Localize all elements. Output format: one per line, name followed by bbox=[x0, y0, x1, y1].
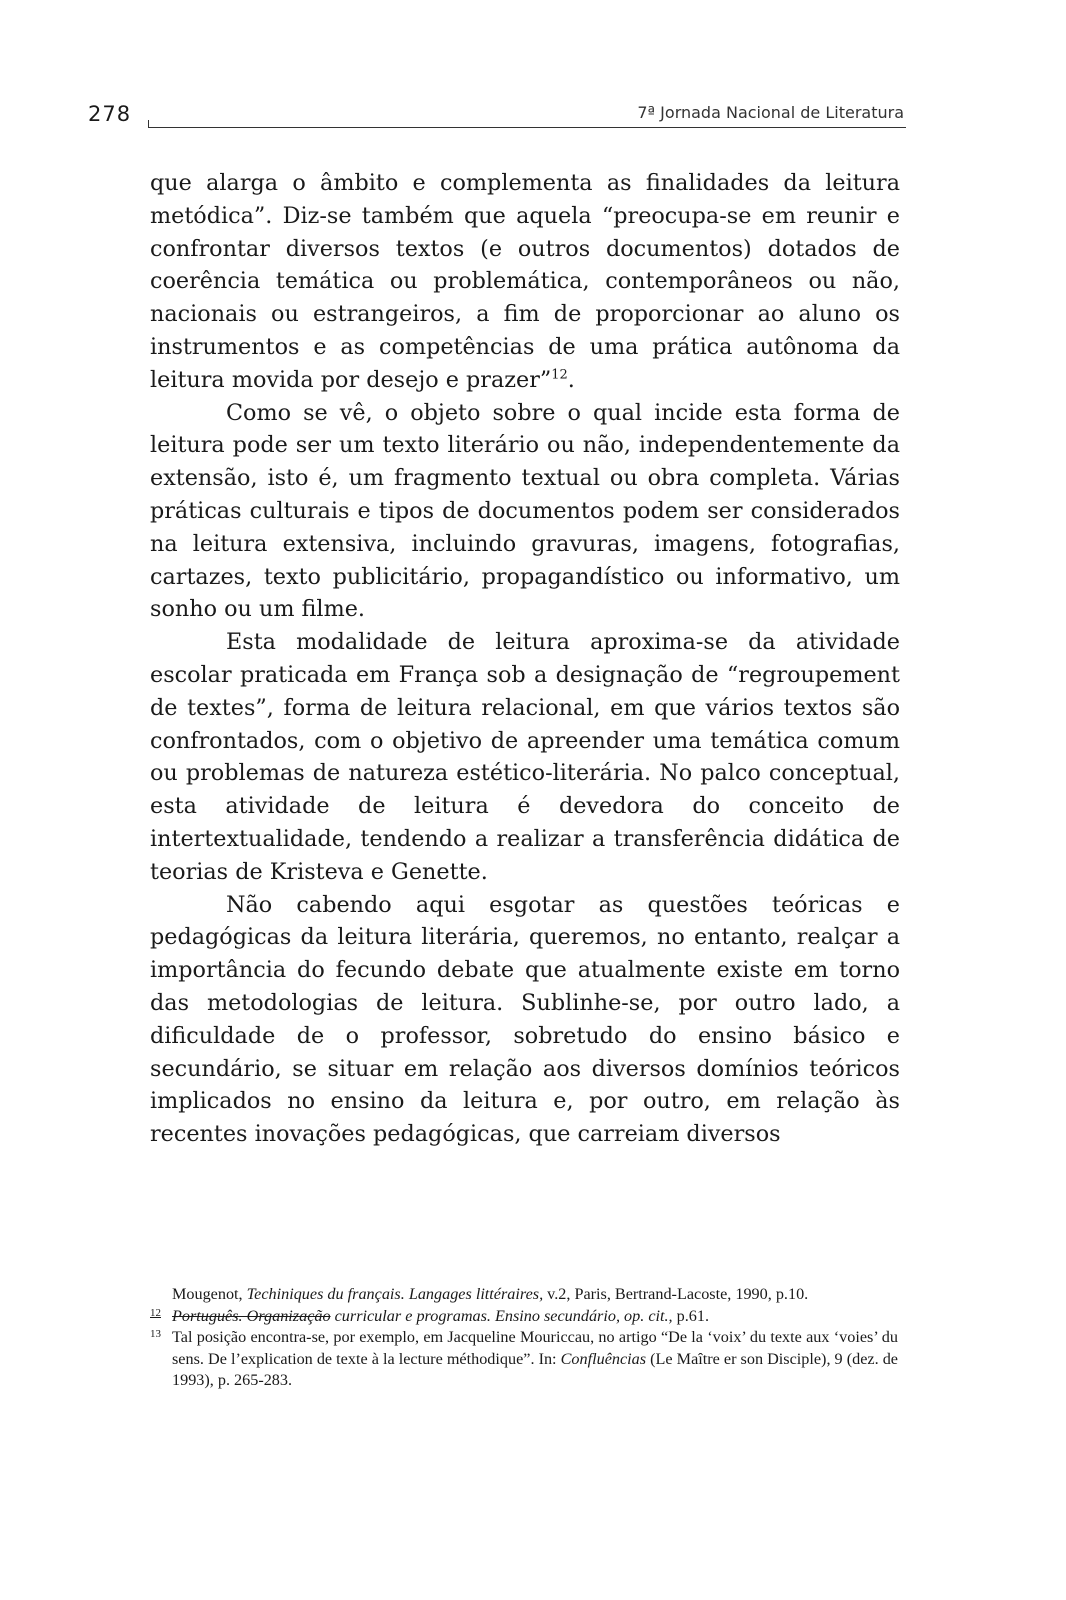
footnote-continuation-author: Mougenot, bbox=[172, 1285, 247, 1303]
paragraph-3: Esta modalidade de leitura aproxima-se da atividade escolar praticada em França sob a designação de “regroupement de textes”, forma de leitura relacional, em que vários textos são confrontados, com o objetivo de apreender uma temática comum ou problemas de natureza estético-literária. No palco conceptual, esta atividade de leitura é devedora do conceito de intertextualidade, tendendo a realizar a transferência didática de teorias de Kristeva e Genette. bbox=[150, 629, 900, 885]
footnote-12-title: curricular e programas. Ensino secundário, op. cit., bbox=[330, 1306, 673, 1325]
running-title: 7ª Jornada Nacional de Literatura bbox=[637, 103, 904, 122]
header-rule bbox=[148, 127, 906, 128]
page-header bbox=[88, 100, 906, 130]
footnote-continuation-title: Techiniques du français. Langages littéraires, bbox=[246, 1285, 544, 1303]
paragraph-1-end: . bbox=[567, 366, 575, 393]
footnotes bbox=[150, 1284, 898, 1392]
footnote-13-journal: Confluências bbox=[560, 1349, 647, 1368]
footnote-12-struck-text: Português. Organização bbox=[172, 1306, 331, 1325]
footnote-13-marker: 13 bbox=[150, 1328, 161, 1340]
paragraph-2: Como se vê, o objeto sobre o qual incide esta forma de leitura pode ser um texto literário ou não, independentemente da extensão, isto é, um fragmento textual ou obra completa. Várias práticas culturais e tipos de documentos podem ser considerados na leitura extensiva, incluindo gravuras, imagens, fotografias, cartazes, texto publicitário, propagandístico ou informativo, um sonho ou um filme. bbox=[150, 399, 900, 623]
footnote-continuation-rest: v.2, Paris, Bertrand-Lacoste, 1990, p.10. bbox=[543, 1285, 809, 1303]
paragraph-1-text: que alarga o âmbito e complementa as finalidades da leitura metódica”. Diz-se também que aquela “preocupa-se em reunir e confrontar diversos textos (e outros documentos) dotados de coerência temática ou problemática, contemporâneos ou não, nacionais ou estrangeiros, a fim de proporcionar ao aluno os instrumentos e as competências de uma prática autônoma da leitura movida por desejo e prazer” bbox=[150, 170, 900, 393]
body-text bbox=[150, 167, 900, 1151]
footnote-13-text: Tal posição encontra-se, por exemplo, em Jacqueline Mouriccau, no artigo “De la ‘voix’ du texte aux ‘voies’ du sens. De l’explication de texte à la lecture méthodique”. In: bbox=[172, 1328, 898, 1368]
footnote-ref-12[interactable]: 12 bbox=[551, 367, 568, 383]
header-rule-tick bbox=[148, 120, 149, 127]
footnote-continuation bbox=[150, 1284, 898, 1306]
page-number: 278 bbox=[88, 102, 132, 126]
footnote-12 bbox=[150, 1306, 898, 1328]
footnote-12-marker: 12 bbox=[150, 1306, 161, 1319]
paragraph-1 bbox=[150, 167, 900, 397]
footnote-13 bbox=[150, 1327, 898, 1392]
paragraph-4: Não cabendo aqui esgotar as questões teóricas e pedagógicas da leitura literária, queremos, no entanto, realçar a importância do fecundo debate que atualmente existe em torno das metodologias de leitura. Sublinhe-se, por outro lado, a dificuldade de o professor, sobretudo do ensino básico e secundário, se situar em relação aos diversos domínios teóricos implicados no ensino da leitura e, por outro, em relação às recentes inovações pedagógicas, que carreiam diversos bbox=[150, 891, 900, 1148]
footnote-12-rest: p.61. bbox=[672, 1306, 710, 1325]
footnote-13-rest: (Le Maître er son Disciple), 9 (dez. de 1993), p. 265-283. bbox=[172, 1349, 898, 1389]
